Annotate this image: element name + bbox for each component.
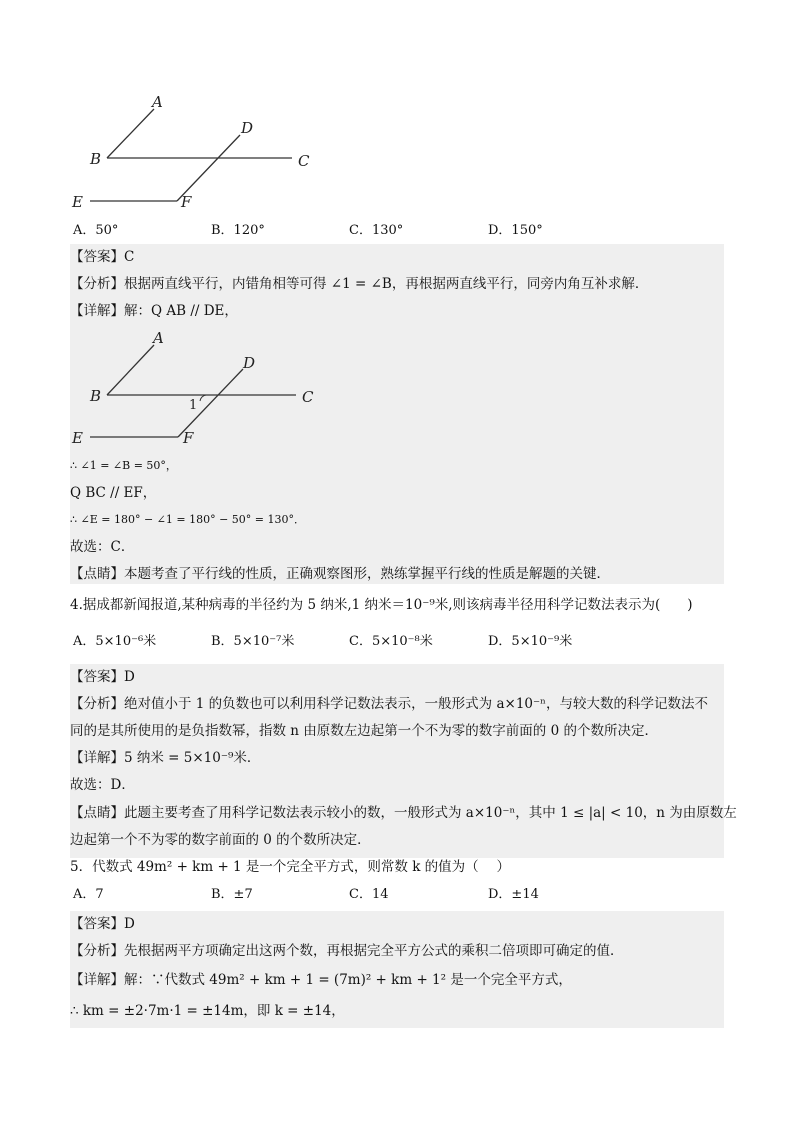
q4-analysis-line1: 【分析】绝对值小于 1 的负数也可以利用科学记数法表示，一般形式为 a×10⁻ⁿ，与较大数的科学记数法不 [70,696,708,712]
q3-comment: 【点睛】本题考查了平行线的性质，正确观察图形，熟练掌握平行线的性质是解题的关键． [70,566,610,582]
q4-comment-line1: 【点睛】此题主要考查了用科学记数法表示较小的数，一般形式为 a×10⁻ⁿ，其中 1 ≤ |a| < 10，n 为由原数左 [70,805,737,821]
q5-detail: 【详解】解：∵代数式 49m² + km + 1 = (7m)² + km + 1² 是一个完全平方式， [70,972,572,988]
figure-parallel-lines-2 [60,325,330,450]
q3-option-a: A．50° [73,223,119,238]
q4-question: 4.据成都新闻报道,某种病毒的半径约为 5 纳米,1 纳米＝10⁻⁹米,则该病毒半径用科学记数法表示为( ) [70,597,693,613]
q3-answer: 【答案】C [70,249,135,265]
q3-option-d: D．150° [488,223,543,238]
label-C2: C [302,388,314,406]
q3-choose: 故选：C． [70,539,135,555]
q4-option-b: B．5×10⁻⁷米 [211,634,295,649]
q5-option-a: A．7 [73,887,104,902]
label-angle-1: 1 [189,398,198,413]
q5-step1: ∴ km = ±2·7m·1 = ±14m，即 k = ±14， [70,1003,345,1019]
label-A: A [152,93,163,111]
q5-analysis: 【分析】先根据两平方项确定出这两个数，再根据完全平方公式的乘积二倍项即可确定的值． [70,943,624,959]
label-F: F [181,193,192,210]
q4-option-c: C．5×10⁻⁸米 [349,634,433,649]
q3-step3: ∴ ∠E = 180° − ∠1 = 180° − 50° = 130°． [70,513,305,526]
label-E: E [72,193,83,210]
q5-option-d: D．±14 [488,887,539,902]
q5-answer: 【答案】D [70,916,135,932]
q3-step2: Q BC // EF， [70,485,157,501]
q5-question: 5．代数式 49m² + km + 1 是一个完全平方式，则常数 k 的值为（ ） [70,859,510,875]
q4-analysis-line2: 同的是其所使用的是负指数幂，指数 n 由原数左边起第一个不为零的数字前面的 0 的个数所决定． [70,723,658,739]
label-D: D [241,119,254,137]
q5-option-b: B．±7 [211,887,253,902]
q4-comment-line2: 边起第一个不为零的数字前面的 0 的个数所决定． [70,832,371,848]
label-F2: F [183,429,194,447]
q5-option-c: C．14 [349,887,389,902]
q4-option-a: A．5×10⁻⁶米 [73,634,157,649]
q3-analysis: 【分析】根据两直线平行，内错角相等可得 ∠1 = ∠B，再根据两直线平行，同旁内角互补求解． [70,276,649,292]
q4-choose: 故选：D． [70,777,135,793]
q3-option-c: C．130° [349,223,404,238]
label-E2: E [72,429,83,447]
label-B2: B [90,387,102,405]
label-B: B [90,150,102,168]
q3-step1: ∴ ∠1 = ∠B = 50°， [70,459,177,472]
q3-detail: 【详解】解：Q AB // DE， [70,303,238,319]
figure-parallel-lines-1 [60,90,330,210]
q4-detail: 【详解】5 纳米 = 5×10⁻⁹米． [70,750,261,766]
label-A2: A [153,329,164,347]
q4-option-d: D．5×10⁻⁹米 [488,634,573,649]
label-C: C [298,152,310,170]
q3-option-b: B．120° [211,223,265,238]
q4-answer: 【答案】D [70,669,135,685]
label-D2: D [243,354,256,372]
